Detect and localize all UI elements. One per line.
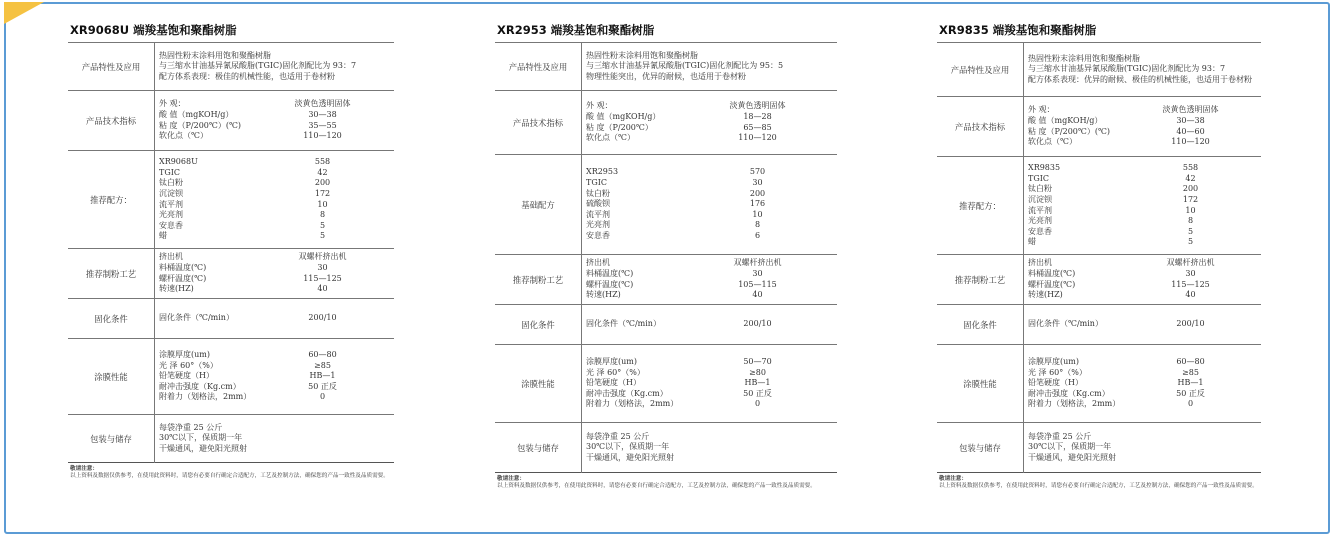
spec-key: 粘 度（P/200℃） bbox=[586, 122, 653, 132]
spec-value: 6 bbox=[754, 230, 761, 240]
spec-row bbox=[1028, 174, 1257, 185]
spec-row bbox=[1028, 319, 1257, 330]
spec-row bbox=[1028, 269, 1257, 280]
section-cure bbox=[937, 305, 1261, 345]
spec-value: 40 bbox=[1185, 290, 1196, 300]
spec-row bbox=[1028, 357, 1257, 368]
section-content bbox=[582, 305, 838, 345]
spec-row bbox=[159, 200, 390, 211]
spec-value: 10 bbox=[317, 199, 328, 209]
spec-value: 30—38 bbox=[308, 109, 337, 119]
spec-row bbox=[586, 178, 833, 189]
section-features bbox=[937, 43, 1261, 97]
spec-key: 铅笔硬度（H） bbox=[159, 371, 214, 381]
spec-key: 转速(HZ) bbox=[1028, 290, 1063, 300]
spec-value: 60—80 bbox=[1176, 357, 1205, 367]
disclaimer-note bbox=[937, 476, 1261, 491]
datasheet-title: XR2953 端羧基饱和聚酯树脂 bbox=[497, 23, 655, 37]
spec-key: TGIC bbox=[159, 167, 181, 177]
spec-value: 42 bbox=[317, 167, 328, 177]
spec-key: 外 观： bbox=[586, 101, 613, 111]
spec-value: 5 bbox=[1187, 226, 1194, 236]
spec-row bbox=[1028, 206, 1257, 217]
text-line: 干燥通风，避免阳光照射 bbox=[586, 452, 674, 462]
spec-value: 0 bbox=[754, 399, 761, 409]
spec-key: 安息香 bbox=[159, 220, 183, 230]
spec-row bbox=[586, 220, 833, 231]
spec-value: 8 bbox=[754, 220, 761, 230]
section-label: 推荐制粉工艺 bbox=[937, 255, 1024, 305]
spec-row bbox=[159, 313, 390, 324]
section-specs bbox=[68, 91, 394, 151]
spec-table bbox=[937, 42, 1261, 473]
text-line: 30℃以下，保质期一年 bbox=[586, 442, 670, 452]
text-line: 与三缩水甘油基异氰尿酸脂(TGIC)固化剂配比为 95：5 bbox=[586, 61, 784, 71]
spec-row bbox=[1028, 368, 1257, 379]
spec-value: 115—125 bbox=[303, 273, 342, 283]
section-content bbox=[582, 423, 838, 473]
spec-key: 软化点（℃） bbox=[159, 131, 208, 141]
spec-row bbox=[586, 133, 833, 144]
spec-row bbox=[1028, 290, 1257, 301]
spec-row bbox=[1028, 137, 1257, 148]
spec-value: 10 bbox=[752, 209, 763, 219]
text-line: 每袋净重 25 公斤 bbox=[159, 422, 223, 432]
section-label: 包装与储存 bbox=[495, 423, 582, 473]
section-content bbox=[155, 91, 395, 151]
spec-row bbox=[159, 210, 390, 221]
spec-key: 钛白粉 bbox=[1028, 184, 1052, 194]
spec-row bbox=[159, 284, 390, 295]
section-content bbox=[1024, 255, 1262, 305]
spec-value: 115—125 bbox=[1171, 279, 1210, 289]
spec-row bbox=[1028, 227, 1257, 238]
spec-key: 挤出机 bbox=[586, 258, 610, 268]
spec-row bbox=[586, 199, 833, 210]
spec-key: 流平剂 bbox=[586, 209, 610, 219]
spec-table bbox=[495, 42, 837, 473]
spec-key: 软化点（℃） bbox=[1028, 137, 1077, 147]
section-cure bbox=[68, 299, 394, 339]
disclaimer-title: 敬请注意： bbox=[497, 476, 525, 482]
spec-row bbox=[1028, 163, 1257, 174]
text-line: 配方体系表现：极佳的机械性能，也适用于卷材粉 bbox=[159, 71, 335, 81]
section-label: 固化条件 bbox=[68, 299, 155, 339]
spec-key: 固化条件（℃/min） bbox=[1028, 319, 1103, 329]
spec-value: 42 bbox=[1185, 173, 1196, 183]
spec-key: 螺杆温度(℃) bbox=[586, 279, 634, 289]
spec-row bbox=[159, 361, 390, 372]
spec-key: 附着力（划格法，2mm） bbox=[159, 392, 252, 402]
section-content bbox=[1024, 423, 1262, 473]
spec-key: TGIC bbox=[1028, 173, 1050, 183]
text-line: 与三缩水甘油基异氰尿酸脂(TGIC)固化剂配比为 93：7 bbox=[1028, 64, 1226, 74]
section-process bbox=[937, 255, 1261, 305]
section-content bbox=[1024, 345, 1262, 423]
spec-value: 110—120 bbox=[738, 133, 777, 143]
spec-value: 558 bbox=[1182, 163, 1199, 173]
section-label: 推荐制粉工艺 bbox=[495, 255, 582, 305]
spec-value: 0 bbox=[319, 392, 326, 402]
spec-key: 酸 值（mgKOH/g） bbox=[159, 109, 234, 119]
section-cure bbox=[495, 305, 837, 345]
spec-table bbox=[68, 42, 394, 463]
section-content bbox=[582, 91, 838, 155]
section-process bbox=[68, 249, 394, 299]
spec-key: 铅笔硬度（H） bbox=[586, 378, 641, 388]
text-line: 热固性粉末涂料用饱和聚酯树脂 bbox=[159, 50, 271, 60]
section-content bbox=[582, 43, 838, 91]
section-label: 涂膜性能 bbox=[68, 339, 155, 415]
spec-key: 挤出机 bbox=[1028, 258, 1052, 268]
spec-row bbox=[159, 131, 390, 142]
disclaimer-note bbox=[495, 476, 837, 491]
spec-value: 10 bbox=[1185, 205, 1196, 215]
section-process bbox=[495, 255, 837, 305]
spec-row bbox=[1028, 280, 1257, 291]
spec-key: 钛白粉 bbox=[586, 188, 610, 198]
spec-row bbox=[586, 378, 833, 389]
section-content bbox=[155, 151, 395, 249]
section-content bbox=[1024, 43, 1262, 97]
text-line: 30℃以下，保质期一年 bbox=[159, 433, 243, 443]
section-content bbox=[1024, 157, 1262, 255]
spec-key: 光亮剂 bbox=[1028, 216, 1052, 226]
spec-key: 沉淀钡 bbox=[1028, 194, 1052, 204]
spec-key: 挤出机 bbox=[159, 252, 183, 262]
text-line: 配方体系表现：优异的耐候、极佳的机械性能，也适用于卷材粉 bbox=[1028, 74, 1252, 84]
section-label: 产品技术指标 bbox=[495, 91, 582, 155]
spec-value: HB—1 bbox=[1177, 378, 1204, 388]
spec-key: 螺杆温度(℃) bbox=[159, 273, 207, 283]
spec-row bbox=[586, 101, 833, 112]
section-content bbox=[1024, 97, 1262, 157]
text-line: 每袋净重 25 公斤 bbox=[1028, 431, 1092, 441]
section-label: 固化条件 bbox=[937, 305, 1024, 345]
spec-value: 30 bbox=[1185, 268, 1196, 278]
section-features bbox=[68, 43, 394, 91]
section-label: 产品特性及应用 bbox=[68, 43, 155, 91]
spec-row bbox=[1028, 105, 1257, 116]
spec-key: 固化条件（℃/min） bbox=[159, 313, 234, 323]
spec-value: 172 bbox=[314, 188, 331, 198]
spec-value: 40 bbox=[752, 290, 763, 300]
section-label: 基础配方 bbox=[495, 155, 582, 255]
spec-value: HB—1 bbox=[309, 371, 336, 381]
spec-key: 酸 值（mgKOH/g） bbox=[586, 111, 661, 121]
datasheet-title: XR9068U 端羧基饱和聚酯树脂 bbox=[70, 23, 237, 37]
spec-value: 5 bbox=[1187, 237, 1194, 247]
spec-row bbox=[159, 121, 390, 132]
disclaimer-body: 以上资料及数据仅供参考，在使用此资料时，请您有必要自行确定合适配方，工艺及控制方法，确保您的产品一致性及品质需要。 bbox=[497, 483, 816, 490]
disclaimer-body: 以上资料及数据仅供参考，在使用此资料时，请您有必要自行确定合适配方，工艺及控制方法，确保您的产品一致性及品质需要。 bbox=[70, 473, 389, 480]
section-label: 涂膜性能 bbox=[937, 345, 1024, 423]
spec-value: 8 bbox=[319, 210, 326, 220]
spec-value: 30 bbox=[752, 178, 763, 188]
spec-row bbox=[586, 290, 833, 301]
datasheet bbox=[68, 22, 394, 481]
spec-key: 螺杆温度(℃) bbox=[1028, 279, 1076, 289]
section-film bbox=[495, 345, 837, 423]
section-formula bbox=[68, 151, 394, 249]
section-specs bbox=[937, 97, 1261, 157]
spec-value: 200 bbox=[749, 188, 766, 198]
section-content bbox=[1024, 305, 1262, 345]
spec-key: 光亮剂 bbox=[586, 220, 610, 230]
spec-value: 0 bbox=[1187, 399, 1194, 409]
spec-value: 65—85 bbox=[743, 122, 772, 132]
spec-row bbox=[159, 274, 390, 285]
section-content bbox=[582, 345, 838, 423]
section-label: 推荐配方： bbox=[68, 151, 155, 249]
section-formula bbox=[495, 155, 837, 255]
spec-value: 30 bbox=[317, 262, 328, 272]
section-label: 涂膜性能 bbox=[495, 345, 582, 423]
text-line: 热固性粉末涂料用饱和聚酯树脂 bbox=[1028, 53, 1140, 63]
spec-row bbox=[586, 357, 833, 368]
spec-value: 50 正反 bbox=[1176, 388, 1205, 398]
spec-key: 安息香 bbox=[586, 230, 610, 240]
spec-row bbox=[1028, 127, 1257, 138]
spec-key: 软化点（℃） bbox=[586, 133, 635, 143]
text-line: 热固性粉末涂料用饱和聚酯树脂 bbox=[586, 50, 698, 60]
spec-value: 40 bbox=[317, 284, 328, 294]
spec-value: 双螺杆挤出机 bbox=[298, 252, 347, 262]
spec-key: 料桶温度(℃) bbox=[159, 262, 207, 272]
spec-row bbox=[159, 263, 390, 274]
spec-row bbox=[1028, 258, 1257, 269]
spec-value: 172 bbox=[1182, 194, 1199, 204]
spec-value: 110—120 bbox=[1171, 137, 1210, 147]
spec-value: ≥85 bbox=[314, 360, 331, 370]
spec-key: 涂膜厚度(um) bbox=[1028, 357, 1079, 367]
text-line: 干燥通风，避免阳光照射 bbox=[159, 443, 247, 453]
spec-key: 涂膜厚度(um) bbox=[586, 357, 637, 367]
disclaimer-body: 以上资料及数据仅供参考，在使用此资料时，请您有必要自行确定合适配方，工艺及控制方法，确保您的产品一致性及品质需要。 bbox=[939, 483, 1258, 490]
spec-key: 外 观： bbox=[159, 99, 186, 109]
spec-key: 附着力（划格法，2mm） bbox=[586, 399, 679, 409]
spec-key: 安息香 bbox=[1028, 226, 1052, 236]
spec-value: 40—60 bbox=[1176, 126, 1205, 136]
spec-value: 200/10 bbox=[743, 319, 772, 329]
spec-key: 流平剂 bbox=[159, 199, 183, 209]
spec-value: 50 正反 bbox=[308, 381, 337, 391]
spec-row bbox=[159, 189, 390, 200]
spec-row bbox=[159, 392, 390, 403]
disclaimer-note bbox=[68, 466, 394, 481]
text-line: 每袋净重 25 公斤 bbox=[586, 431, 650, 441]
section-content bbox=[155, 299, 395, 339]
section-film bbox=[68, 339, 394, 415]
spec-key: XR2953 bbox=[586, 167, 619, 177]
spec-key: 硫酸钡 bbox=[586, 199, 610, 209]
text-line: 干燥通风，避免阳光照射 bbox=[1028, 452, 1116, 462]
spec-key: 钛白粉 bbox=[159, 178, 183, 188]
spec-key: 光 泽 60°（%） bbox=[1028, 367, 1087, 377]
spec-row bbox=[1028, 389, 1257, 400]
spec-value: ≥85 bbox=[1182, 367, 1199, 377]
spec-row bbox=[1028, 216, 1257, 227]
spec-row bbox=[1028, 195, 1257, 206]
spec-key: 耐冲击强度（Kg.cm） bbox=[586, 388, 668, 398]
spec-value: 5 bbox=[319, 220, 326, 230]
spec-value: 200/10 bbox=[1176, 319, 1205, 329]
section-film bbox=[937, 345, 1261, 423]
spec-row bbox=[1028, 116, 1257, 127]
spec-key: 料桶温度(℃) bbox=[586, 268, 634, 278]
spec-value: HB—1 bbox=[744, 378, 771, 388]
datasheet-title: XR9835 端羧基饱和聚酯树脂 bbox=[939, 23, 1097, 37]
spec-value: 200/10 bbox=[308, 313, 337, 323]
spec-key: 转速(HZ) bbox=[159, 284, 194, 294]
spec-value: 淡黄色透明固体 bbox=[729, 101, 786, 111]
spec-key: TGIC bbox=[586, 178, 608, 188]
spec-row bbox=[586, 210, 833, 221]
section-content bbox=[582, 155, 838, 255]
spec-row bbox=[586, 399, 833, 410]
spec-value: 50—70 bbox=[743, 357, 772, 367]
section-label: 推荐配方： bbox=[937, 157, 1024, 255]
spec-key: 酸 值（mgKOH/g） bbox=[1028, 115, 1103, 125]
spec-row bbox=[586, 368, 833, 379]
spec-value: 60—80 bbox=[308, 350, 337, 360]
spec-key: 光亮剂 bbox=[159, 210, 183, 220]
section-label: 产品技术指标 bbox=[68, 91, 155, 151]
spec-key: XR9835 bbox=[1028, 163, 1061, 173]
section-content bbox=[155, 43, 395, 91]
spec-key: 耐冲击强度（Kg.cm） bbox=[159, 381, 241, 391]
section-specs bbox=[495, 91, 837, 155]
spec-value: 淡黄色透明固体 bbox=[294, 99, 351, 109]
spec-row bbox=[159, 110, 390, 121]
spec-value: ≥80 bbox=[749, 367, 766, 377]
spec-row bbox=[159, 168, 390, 179]
spec-value: 30—38 bbox=[1176, 115, 1205, 125]
section-content bbox=[155, 339, 395, 415]
spec-row bbox=[159, 221, 390, 232]
spec-row bbox=[159, 231, 390, 242]
spec-value: 5 bbox=[319, 231, 326, 241]
spec-key: 光 泽 60°（%） bbox=[159, 360, 218, 370]
section-label: 推荐制粉工艺 bbox=[68, 249, 155, 299]
section-label: 包装与储存 bbox=[68, 415, 155, 463]
spec-row bbox=[1028, 237, 1257, 248]
section-label: 产品特性及应用 bbox=[937, 43, 1024, 97]
spec-key: 外 观： bbox=[1028, 105, 1055, 115]
spec-row bbox=[1028, 378, 1257, 389]
spec-value: 35—55 bbox=[308, 120, 337, 130]
text-line: 物理性能突出，优异的耐候，也适用于卷材粉 bbox=[586, 71, 746, 81]
spec-row bbox=[586, 319, 833, 330]
spec-row bbox=[586, 280, 833, 291]
spec-key: 光 泽 60°（%） bbox=[586, 367, 645, 377]
spec-row bbox=[159, 157, 390, 168]
spec-value: 18—28 bbox=[743, 111, 772, 121]
spec-row bbox=[586, 189, 833, 200]
corner-tag-icon bbox=[4, 2, 44, 24]
spec-value: 8 bbox=[1187, 216, 1194, 226]
spec-value: 200 bbox=[1182, 184, 1199, 194]
spec-key: 涂膜厚度(um) bbox=[159, 350, 210, 360]
section-features bbox=[495, 43, 837, 91]
section-packaging bbox=[495, 423, 837, 473]
datasheet bbox=[495, 22, 837, 491]
spec-key: 附着力（划格法，2mm） bbox=[1028, 399, 1121, 409]
spec-key: 转速(HZ) bbox=[586, 290, 621, 300]
spec-row bbox=[159, 382, 390, 393]
spec-key: 耐冲击强度（Kg.cm） bbox=[1028, 388, 1110, 398]
spec-row bbox=[159, 178, 390, 189]
datasheet bbox=[937, 22, 1261, 491]
spec-row bbox=[586, 231, 833, 242]
section-packaging bbox=[937, 423, 1261, 473]
spec-value: 110—120 bbox=[303, 131, 342, 141]
text-line: 与三缩水甘油基异氰尿酸脂(TGIC)固化剂配比为 93：7 bbox=[159, 61, 357, 71]
section-label: 固化条件 bbox=[495, 305, 582, 345]
spec-row bbox=[586, 112, 833, 123]
spec-key: 料桶温度(℃) bbox=[1028, 268, 1076, 278]
spec-value: 双螺杆挤出机 bbox=[1166, 258, 1215, 268]
spec-row bbox=[586, 123, 833, 134]
spec-key: 固化条件（℃/min） bbox=[586, 319, 661, 329]
spec-row bbox=[586, 258, 833, 269]
spec-key: 蜡 bbox=[1028, 237, 1036, 247]
spec-key: 蜡 bbox=[159, 231, 167, 241]
section-label: 产品特性及应用 bbox=[495, 43, 582, 91]
disclaimer-title: 敬请注意： bbox=[939, 476, 967, 482]
spec-value: 淡黄色透明固体 bbox=[1162, 105, 1219, 115]
spec-value: 30 bbox=[752, 268, 763, 278]
section-label: 包装与储存 bbox=[937, 423, 1024, 473]
spec-value: 50 正反 bbox=[743, 388, 772, 398]
spec-key: 流平剂 bbox=[1028, 205, 1052, 215]
spec-row bbox=[159, 350, 390, 361]
section-content bbox=[155, 415, 395, 463]
section-content bbox=[155, 249, 395, 299]
section-label: 产品技术指标 bbox=[937, 97, 1024, 157]
spec-row bbox=[159, 252, 390, 263]
spec-value: 558 bbox=[314, 157, 331, 167]
section-content bbox=[582, 255, 838, 305]
spec-row bbox=[586, 269, 833, 280]
spec-key: 粘 度（P/200℃）(℃) bbox=[159, 120, 242, 130]
text-line: 30℃以下，保质期一年 bbox=[1028, 442, 1112, 452]
spec-value: 105—115 bbox=[738, 279, 777, 289]
section-formula bbox=[937, 157, 1261, 255]
spec-row bbox=[1028, 184, 1257, 195]
spec-key: 沉淀钡 bbox=[159, 188, 183, 198]
spec-row bbox=[159, 99, 390, 110]
spec-row bbox=[586, 167, 833, 178]
spec-value: 200 bbox=[314, 178, 331, 188]
section-packaging bbox=[68, 415, 394, 463]
spec-row bbox=[586, 389, 833, 400]
spec-key: 铅笔硬度（H） bbox=[1028, 378, 1083, 388]
spec-value: 双螺杆挤出机 bbox=[733, 258, 782, 268]
spec-value: 176 bbox=[749, 199, 766, 209]
spec-key: XR9068U bbox=[159, 157, 198, 167]
spec-key: 粘 度（P/200℃）(℃) bbox=[1028, 126, 1111, 136]
spec-row bbox=[1028, 399, 1257, 410]
disclaimer-title: 敬请注意： bbox=[70, 466, 98, 472]
spec-row bbox=[159, 371, 390, 382]
spec-value: 570 bbox=[749, 167, 766, 177]
